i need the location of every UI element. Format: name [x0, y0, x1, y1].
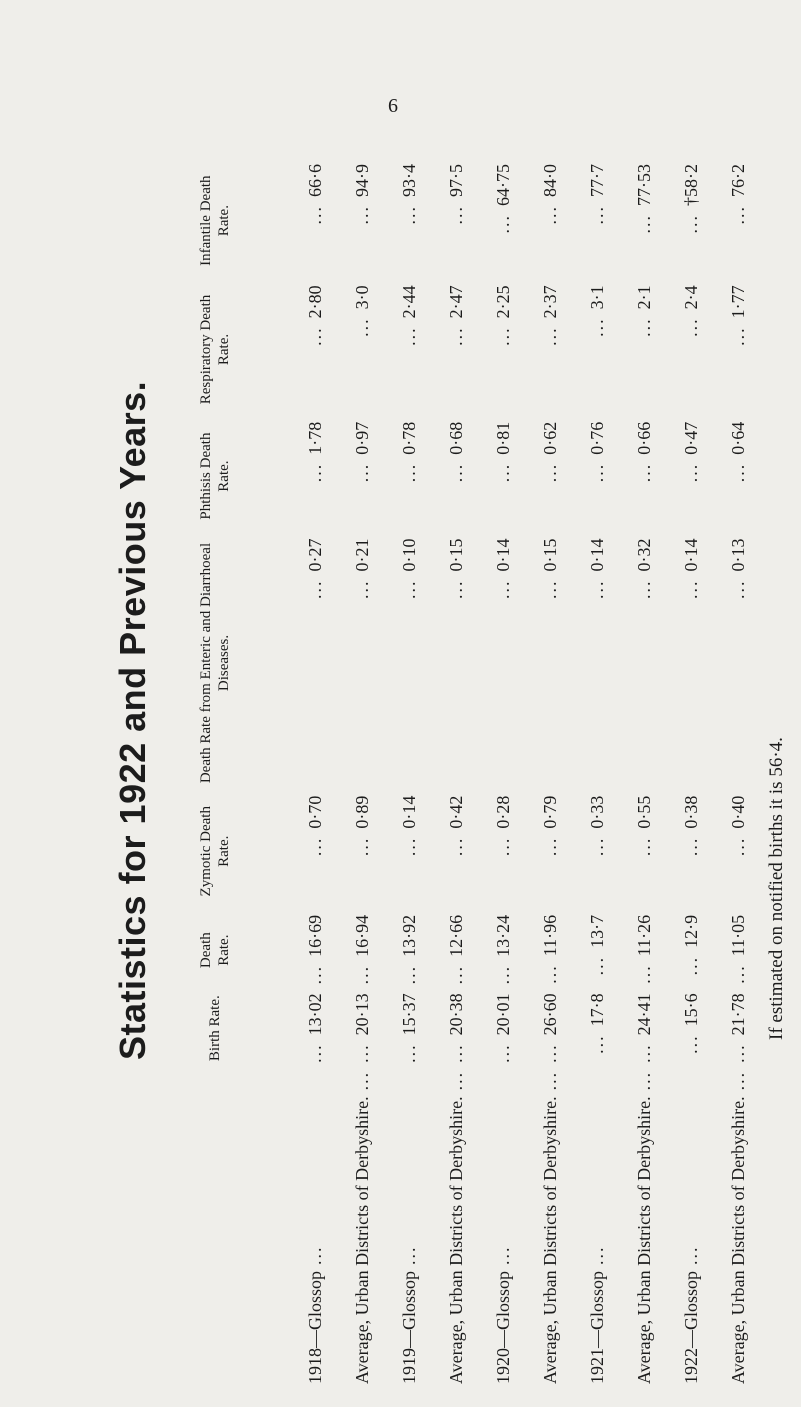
row-label-dots: ...	[493, 1245, 513, 1265]
cell-leader: ...	[305, 205, 325, 225]
table-cell	[433, 418, 480, 535]
table-cell	[480, 160, 527, 281]
table-cell	[339, 989, 386, 1067]
table-cell	[386, 418, 433, 535]
table-row	[433, 160, 480, 1388]
cell-value: 94·9	[352, 164, 372, 197]
cell-leader: ...	[634, 964, 654, 984]
row-label	[574, 1067, 621, 1388]
table-cell	[715, 418, 762, 535]
cell-value: 2·37	[540, 285, 560, 319]
table-row	[668, 160, 715, 1388]
table-cell	[292, 911, 339, 990]
cell-value: †58·2	[681, 164, 701, 206]
cell-value: 0·38	[681, 795, 701, 829]
table-cell	[386, 989, 433, 1067]
cell-leader: ...	[493, 1043, 513, 1063]
table-row	[339, 160, 386, 1388]
row-label-text: Average, Urban Districts of Derbyshire.	[446, 1096, 466, 1384]
table-cell	[527, 160, 574, 281]
col-zymotic-death-rate: Zymotic Death Rate.	[198, 806, 232, 897]
cell-leader: ...	[587, 462, 607, 483]
table-cell	[621, 989, 668, 1067]
cell-value: 2·1	[634, 285, 654, 310]
row-label	[386, 1067, 433, 1388]
cell-value: 12·9	[681, 914, 701, 948]
table-cell	[339, 792, 386, 911]
cell-leader: ...	[352, 964, 372, 985]
table-cell	[527, 281, 574, 417]
table-cell	[339, 911, 386, 990]
cell-value: 2·25	[493, 285, 513, 319]
cell-leader: ...	[634, 214, 654, 234]
cell-value: 11·26	[634, 914, 654, 957]
cell-leader: ...	[540, 964, 560, 984]
table-cell	[668, 160, 715, 281]
cell-value: 0·70	[305, 795, 325, 829]
table-cell	[433, 534, 480, 791]
table-cell	[386, 534, 433, 791]
table-cell	[480, 989, 527, 1067]
cell-leader: ...	[493, 836, 513, 857]
cell-leader: ...	[540, 326, 560, 346]
row-label-dots: ...	[587, 1245, 607, 1265]
cell-value: 0·21	[352, 538, 372, 572]
row-label-dots: ...	[399, 1245, 419, 1265]
cell-leader: ...	[728, 579, 748, 599]
table-cell	[668, 911, 715, 990]
cell-leader: ...	[587, 579, 607, 599]
cell-leader: ...	[587, 955, 607, 976]
cell-value: 0·27	[305, 538, 325, 572]
table-cell	[621, 418, 668, 535]
cell-value: 0·14	[587, 538, 607, 572]
cell-value: 0·55	[634, 795, 654, 829]
cell-value: 2·47	[446, 285, 466, 319]
table-cell	[433, 160, 480, 281]
table-cell	[574, 911, 621, 990]
cell-leader: ...	[681, 955, 701, 976]
row-label-dots: ...	[728, 1070, 748, 1091]
cell-leader: ...	[446, 836, 466, 857]
cell-value: 0·89	[352, 795, 372, 829]
cell-leader: ...	[399, 964, 419, 985]
cell-value: 2·4	[681, 285, 701, 310]
cell-leader: ...	[446, 964, 466, 985]
table-cell	[715, 534, 762, 791]
cell-value: 3·0	[352, 285, 372, 310]
cell-leader: ...	[540, 205, 560, 225]
cell-value: 77·7	[587, 164, 607, 197]
cell-value: 13·24	[493, 914, 513, 957]
table-cell	[386, 911, 433, 990]
table-cell	[433, 281, 480, 417]
cell-leader: ...	[352, 579, 372, 599]
cell-leader: ...	[634, 1043, 654, 1063]
cell-leader: ...	[540, 579, 560, 599]
table-cell	[527, 792, 574, 911]
table-row	[574, 160, 621, 1388]
cell-leader: ...	[681, 579, 701, 599]
table-cell	[480, 792, 527, 911]
table-cell	[527, 418, 574, 535]
cell-leader: ...	[728, 836, 748, 857]
cell-value: 0·79	[540, 795, 560, 829]
cell-value: 0·40	[728, 795, 748, 829]
cell-leader: ...	[352, 317, 372, 337]
cell-leader: ...	[399, 1043, 419, 1063]
row-label	[433, 1067, 480, 1388]
cell-value: 26·60	[540, 993, 560, 1036]
cell-leader: ...	[587, 836, 607, 857]
table-cell	[621, 792, 668, 911]
row-label	[621, 1067, 668, 1388]
cell-leader: ...	[681, 1034, 701, 1054]
col-infantile-death-rate: Infantile Death Rate.	[198, 175, 232, 266]
cell-leader: ...	[540, 462, 560, 483]
table-cell	[715, 792, 762, 911]
cell-leader: ...	[305, 836, 325, 857]
table-cell	[292, 989, 339, 1067]
footnote: If estimated on notified births it is 56·4.	[766, 737, 787, 1040]
cell-value: 11·96	[540, 914, 560, 957]
row-header-blank	[140, 1067, 292, 1388]
cell-leader: ...	[540, 1043, 560, 1063]
cell-leader: ...	[446, 1043, 466, 1063]
table-cell	[668, 281, 715, 417]
cell-value: 0·76	[587, 421, 607, 455]
table-cell	[621, 160, 668, 281]
cell-value: 16·69	[305, 914, 325, 957]
cell-value: 0·32	[634, 538, 654, 572]
cell-value: 3·1	[587, 285, 607, 310]
cell-leader: ...	[540, 836, 560, 857]
page-title: Statistics for 1922 and Previous Years.	[112, 380, 153, 1060]
cell-value: 20·01	[493, 993, 513, 1036]
cell-value: 0·10	[399, 538, 419, 572]
table-cell	[574, 534, 621, 791]
cell-leader: ...	[446, 326, 466, 346]
table-cell	[527, 989, 574, 1067]
cell-value: 76·2	[728, 164, 748, 197]
cell-leader: ...	[399, 836, 419, 857]
header-row	[140, 160, 292, 1388]
cell-value: 64·75	[493, 164, 513, 206]
table-cell	[527, 534, 574, 791]
cell-leader: ...	[634, 836, 654, 857]
table-cell	[480, 911, 527, 990]
cell-value: 0·42	[446, 795, 466, 829]
row-label	[480, 1067, 527, 1388]
cell-value: 0·97	[352, 421, 372, 455]
cell-leader: ...	[493, 964, 513, 985]
cell-value: 15·6	[681, 993, 701, 1027]
col-respiratory-death-rate: Respiratory Death Rate.	[198, 294, 232, 405]
cell-value: 2·44	[399, 285, 419, 319]
cell-leader: ...	[681, 317, 701, 337]
cell-value: 11·05	[728, 914, 748, 957]
cell-value: 0·68	[446, 421, 466, 455]
row-label-text: 1921—Glossop	[587, 1270, 607, 1384]
cell-value: 0·47	[681, 421, 701, 455]
row-label-text: 1920—Glossop	[493, 1270, 513, 1384]
row-label-text: 1919—Glossop	[399, 1270, 419, 1384]
table-cell	[715, 911, 762, 990]
cell-value: 2·80	[305, 285, 325, 319]
cell-value: 0·81	[493, 421, 513, 455]
cell-leader: ...	[681, 214, 701, 234]
cell-value: 13·02	[305, 993, 325, 1036]
cell-leader: ...	[446, 579, 466, 599]
cell-leader: ...	[728, 1043, 748, 1063]
cell-value: 0·14	[493, 538, 513, 572]
table-cell	[480, 418, 527, 535]
table-cell	[339, 160, 386, 281]
cell-value: 1·78	[305, 421, 325, 455]
cell-leader: ...	[399, 462, 419, 483]
table-cell	[715, 160, 762, 281]
cell-value: 77·53	[634, 164, 654, 206]
table-cell	[433, 792, 480, 911]
cell-value: 0·15	[540, 538, 560, 572]
statistics-table	[140, 160, 762, 1388]
cell-value: 1·77	[728, 285, 748, 319]
table-cell	[574, 160, 621, 281]
table-cell	[339, 418, 386, 535]
cell-leader: ...	[305, 964, 325, 985]
cell-leader: ...	[446, 205, 466, 225]
cell-leader: ...	[352, 836, 372, 857]
table-cell	[621, 534, 668, 791]
table-cell	[480, 281, 527, 417]
table-cell	[292, 281, 339, 417]
table-cell	[386, 160, 433, 281]
table-cell	[339, 534, 386, 791]
cell-leader: ...	[446, 462, 466, 483]
cell-leader: ...	[305, 1043, 325, 1063]
table-row	[480, 160, 527, 1388]
table-cell	[433, 911, 480, 990]
cell-value: 84·0	[540, 164, 560, 197]
cell-value: 20·38	[446, 993, 466, 1036]
cell-leader: ...	[399, 326, 419, 346]
cell-leader: ...	[493, 326, 513, 346]
cell-value: 12·66	[446, 914, 466, 957]
table-row	[621, 160, 668, 1388]
cell-leader: ...	[728, 205, 748, 225]
cell-leader: ...	[587, 317, 607, 337]
statistics-table-rotated	[140, 160, 748, 1388]
cell-value: 0·14	[681, 538, 701, 572]
table-cell	[715, 281, 762, 417]
col-death-rate: Death Rate.	[198, 932, 232, 969]
cell-value: 0·62	[540, 421, 560, 455]
table-row	[386, 160, 433, 1388]
cell-leader: ...	[634, 317, 654, 337]
cell-leader: ...	[305, 462, 325, 483]
cell-value: 0·64	[728, 421, 748, 455]
col-phthisis-death-rate: Phthisis Death Rate.	[198, 432, 232, 520]
row-label-dots: ...	[540, 1070, 560, 1091]
cell-leader: ...	[587, 205, 607, 225]
cell-leader: ...	[399, 205, 419, 225]
cell-value: 15·37	[399, 993, 419, 1036]
row-label-text: Average, Urban Districts of Derbyshire.	[634, 1096, 654, 1384]
cell-value: 0·13	[728, 538, 748, 572]
cell-leader: ...	[681, 462, 701, 483]
table-body	[292, 160, 762, 1388]
cell-leader: ...	[305, 579, 325, 599]
cell-leader: ...	[728, 964, 748, 984]
cell-value: 0·66	[634, 421, 654, 455]
row-label-text: 1918—Glossop	[305, 1270, 325, 1384]
row-label-dots: ...	[634, 1070, 654, 1091]
row-label	[527, 1067, 574, 1388]
table-cell	[574, 281, 621, 417]
table-cell	[668, 989, 715, 1067]
table-cell	[715, 989, 762, 1067]
col-birth-rate: Birth Rate.	[207, 995, 223, 1062]
row-label-dots: ...	[305, 1245, 325, 1265]
cell-value: 0·15	[446, 538, 466, 572]
table-row	[715, 160, 762, 1388]
cell-value: 93·4	[399, 164, 419, 197]
cell-value: 13·92	[399, 914, 419, 957]
cell-leader: ...	[728, 462, 748, 483]
cell-leader: ...	[352, 462, 372, 483]
cell-value: 21·78	[728, 993, 748, 1036]
cell-value: 17·8	[587, 993, 607, 1027]
row-label-dots: ...	[352, 1070, 372, 1091]
cell-value: 0·14	[399, 795, 419, 829]
cell-leader: ...	[352, 205, 372, 225]
table-cell	[292, 160, 339, 281]
row-label-text: 1922—Glossop	[681, 1270, 701, 1384]
table-cell	[621, 281, 668, 417]
cell-leader: ...	[634, 462, 654, 483]
table-cell	[433, 989, 480, 1067]
table-cell	[668, 792, 715, 911]
table-row	[292, 160, 339, 1388]
row-label	[339, 1067, 386, 1388]
table-cell	[668, 534, 715, 791]
table-cell	[574, 989, 621, 1067]
cell-value: 16·94	[352, 914, 372, 957]
cell-value: 0·33	[587, 795, 607, 829]
table-cell	[480, 534, 527, 791]
table-row	[527, 160, 574, 1388]
cell-leader: ...	[305, 326, 325, 346]
cell-value: 0·78	[399, 421, 419, 455]
table-cell	[386, 792, 433, 911]
cell-leader: ...	[587, 1034, 607, 1054]
row-label-dots: ...	[681, 1245, 701, 1265]
table-cell	[292, 534, 339, 791]
cell-leader: ...	[728, 326, 748, 346]
row-label	[668, 1067, 715, 1388]
table-cell	[574, 418, 621, 535]
row-label-text: Average, Urban Districts of Derbyshire.	[728, 1096, 748, 1384]
cell-value: 24·41	[634, 993, 654, 1036]
table-cell	[292, 792, 339, 911]
cell-value: 97·5	[446, 164, 466, 197]
table-cell	[292, 418, 339, 535]
table-cell	[668, 418, 715, 535]
cell-leader: ...	[493, 579, 513, 599]
table-cell	[621, 911, 668, 990]
row-label	[715, 1067, 762, 1388]
table-cell	[339, 281, 386, 417]
cell-leader: ...	[634, 579, 654, 599]
cell-value: 20·13	[352, 993, 372, 1036]
cell-value: 66·6	[305, 164, 325, 197]
cell-leader: ...	[352, 1043, 372, 1063]
cell-leader: ...	[399, 579, 419, 599]
cell-leader: ...	[493, 462, 513, 483]
row-label-text: Average, Urban Districts of Derbyshire.	[352, 1096, 372, 1384]
cell-value: 0·28	[493, 795, 513, 829]
row-label	[292, 1067, 339, 1388]
row-label-dots: ...	[446, 1070, 466, 1091]
cell-leader: ...	[681, 836, 701, 857]
page-number: 6	[388, 95, 398, 117]
cell-value: 13·7	[587, 914, 607, 948]
table-cell	[574, 792, 621, 911]
cell-leader: ...	[493, 214, 513, 234]
table-cell	[527, 911, 574, 990]
col-enteric-diarrhoeal-death-rate: Death Rate from Enteric and Diarrhoeal Diseases.	[198, 542, 232, 784]
row-label-text: Average, Urban Districts of Derbyshire.	[540, 1096, 560, 1384]
table-cell	[386, 281, 433, 417]
